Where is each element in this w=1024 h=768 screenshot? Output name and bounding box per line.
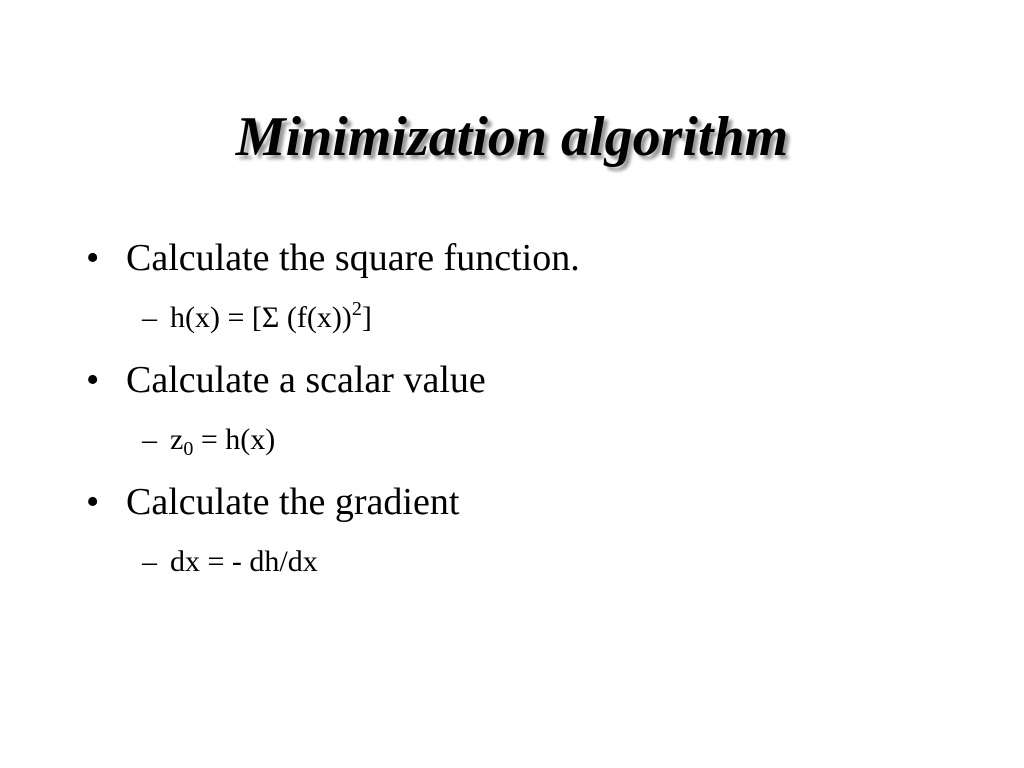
formula-superscript: 2 xyxy=(351,298,362,320)
sub-item xyxy=(142,298,372,338)
bullet-item xyxy=(86,234,580,282)
slide-title: Minimization algorithm xyxy=(235,106,789,168)
bullet-item xyxy=(86,356,486,404)
sub-item xyxy=(142,542,318,582)
sub-item xyxy=(142,420,275,460)
bullet-text: Calculate a scalar value xyxy=(126,359,486,401)
dash-glyph: – xyxy=(142,423,157,456)
bullet-item xyxy=(86,478,459,526)
formula-text: h(x) = [Σ (f(x)) xyxy=(170,301,352,334)
bullet-text: Calculate the gradient xyxy=(126,481,460,523)
bullet-text: Calculate the square function. xyxy=(126,237,580,279)
formula-subscript: 0 xyxy=(183,438,194,460)
bullet-glyph: • xyxy=(86,359,100,401)
dash-glyph: – xyxy=(142,301,157,334)
formula-text-end: = h(x) xyxy=(193,423,276,456)
bullet-glyph: • xyxy=(86,237,100,279)
formula-text-end: ] xyxy=(361,301,372,334)
formula-text: z xyxy=(170,423,184,456)
dash-glyph: – xyxy=(142,545,157,578)
formula-text: dx = - dh/dx xyxy=(170,545,318,578)
bullet-glyph: • xyxy=(86,481,100,523)
